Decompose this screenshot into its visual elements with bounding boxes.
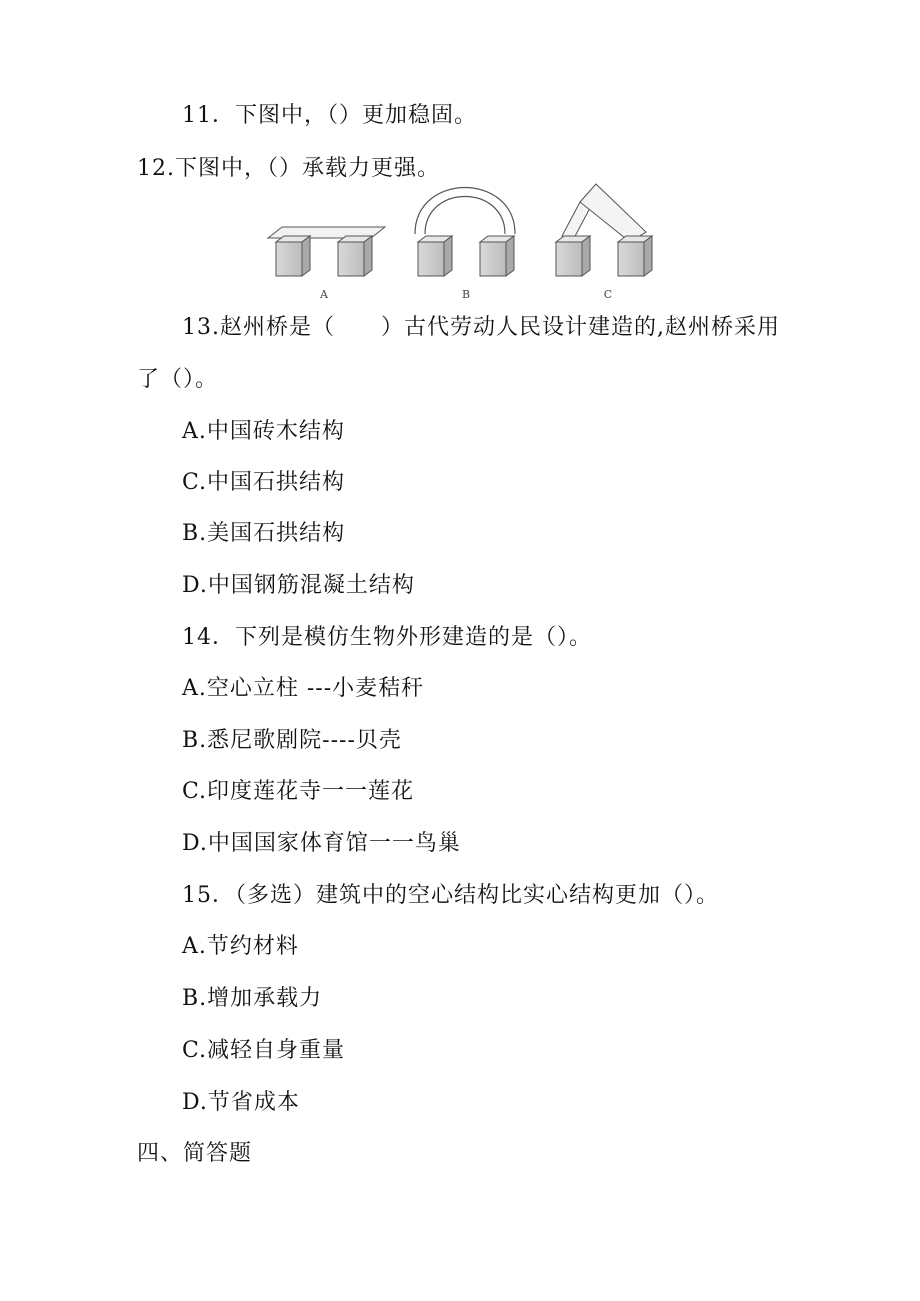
figure-label-b: B	[461, 288, 471, 301]
question-13-text-line2: 了（）。	[137, 367, 219, 392]
structure-figure	[262, 178, 658, 302]
figure-b-arch	[415, 188, 515, 302]
question-13-option: C.中国石拱结构	[182, 470, 346, 495]
question-15-text: 15．（多选）建筑中的空心结构比实心结构更加（）。	[182, 883, 719, 908]
question-13-option: B.美国石拱结构	[182, 521, 346, 546]
question-11-text: 11．下图中，（）更加稳固。	[182, 103, 477, 128]
figure-c-box-left	[556, 236, 590, 276]
figure-label-a: A	[320, 288, 328, 301]
question-14-option: D.中国国家体育馆一一鸟巢	[182, 831, 461, 856]
question-15-option: C.减轻自身重量	[182, 1038, 346, 1063]
question-14-option: C.印度莲花寺一一莲花	[182, 779, 415, 804]
question-13-option: D.中国钢筋混凝土结构	[182, 573, 415, 598]
figure-b-box-right	[480, 236, 514, 276]
question-15-option: A.节约材料	[182, 934, 299, 959]
figure-b-box-left	[418, 236, 452, 276]
figure-c-box-right	[618, 236, 652, 276]
question-12-text: 12.下图中，（）承载力更强。	[137, 156, 440, 181]
figure-a-flat-beam	[268, 227, 385, 301]
question-15-option: B.增加承载力	[182, 986, 323, 1011]
figure-label-c: C	[603, 288, 613, 301]
figure-c-triangle	[556, 184, 652, 301]
question-14-option: A.空心立柱 ---小麦秸秆	[182, 676, 425, 701]
question-14-option: B.悉尼歌剧院----贝壳	[182, 728, 402, 753]
question-13-text-line1: 13.赵州桥是（ ）古代劳动人民设计建造的,赵州桥采用	[182, 315, 780, 340]
figure-a-box-right	[338, 236, 372, 276]
section-title-short-answer: 四、简答题	[137, 1141, 253, 1166]
question-13-option: A.中国砖木结构	[182, 419, 345, 444]
question-15-option: D.节省成本	[182, 1090, 300, 1115]
figure-a-box-left	[276, 236, 310, 276]
question-14-text: 14．下列是模仿生物外形建造的是（）。	[182, 625, 592, 650]
